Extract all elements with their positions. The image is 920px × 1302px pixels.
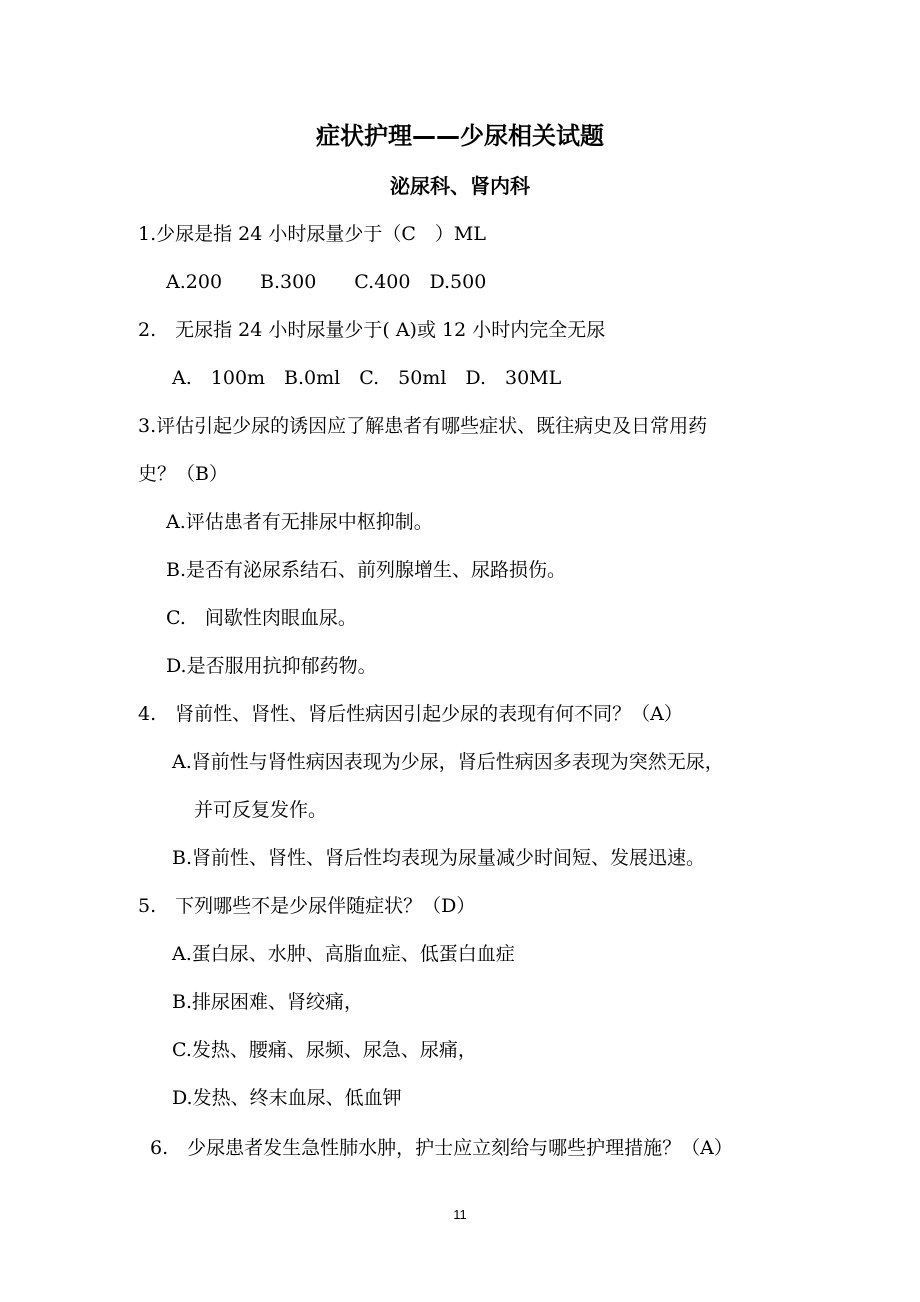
question-6: 6. 少尿患者发生急性肺水肿，护士应立刻给与哪些护理措施？（A） [150,1137,733,1159]
document-subtitle: 泌尿科、肾内科 [390,174,530,198]
question-5-option-b: B.排尿困难、肾绞痛， [172,991,364,1013]
question-3: 3.评估引起少尿的诱因应了解患者有哪些症状、既往病史及日常用药 [138,415,708,437]
question-4: 4. 肾前性、肾性、肾后性病因引起少尿的表现有何不同？（A） [138,703,683,725]
question-3-option-c: C. 间歇性肉眼血尿。 [166,607,357,629]
question-2: 2. 无尿指 24 小时尿量少于( A)或 12 小时内完全无尿 [138,319,606,341]
question-4-option-a-continued: 并可反复发作。 [194,799,328,821]
question-4-option-b: B.肾前性、肾性、肾后性均表现为尿量减少时间短、发展迅速。 [172,847,706,869]
question-3-option-b: B.是否有泌尿系结石、前列腺增生、尿路损伤。 [166,559,567,581]
page-number: 11 [453,1207,467,1222]
question-1: 1.少尿是指 24 小时尿量少于（C ）ML [138,223,486,245]
question-5-option-a: A.蛋白尿、水肿、高脂血症、低蛋白血症 [172,943,515,965]
question-5: 5. 下列哪些不是少尿伴随症状？（D） [138,895,476,917]
question-5-option-c: C.发热、腰痛、尿频、尿急、尿痛， [172,1039,477,1061]
question-5-option-d: D.发热、终末血尿、低血钾 [172,1087,402,1109]
question-3-continued: 史？（B） [138,463,228,485]
question-2-options: A. 100m B.0ml C. 50ml D. 30ML [172,367,562,389]
question-1-options: A.200 B.300 C.400 D.500 [166,271,487,293]
document-title: 症状护理——少尿相关试题 [316,122,604,150]
question-3-option-d: D.是否服用抗抑郁药物。 [166,655,377,677]
question-4-option-a: A.肾前性与肾性病因表现为少尿，肾后性病因多表现为突然无尿， [172,751,724,773]
question-3-option-a: A.评估患者有无排尿中枢抑制。 [166,511,433,533]
